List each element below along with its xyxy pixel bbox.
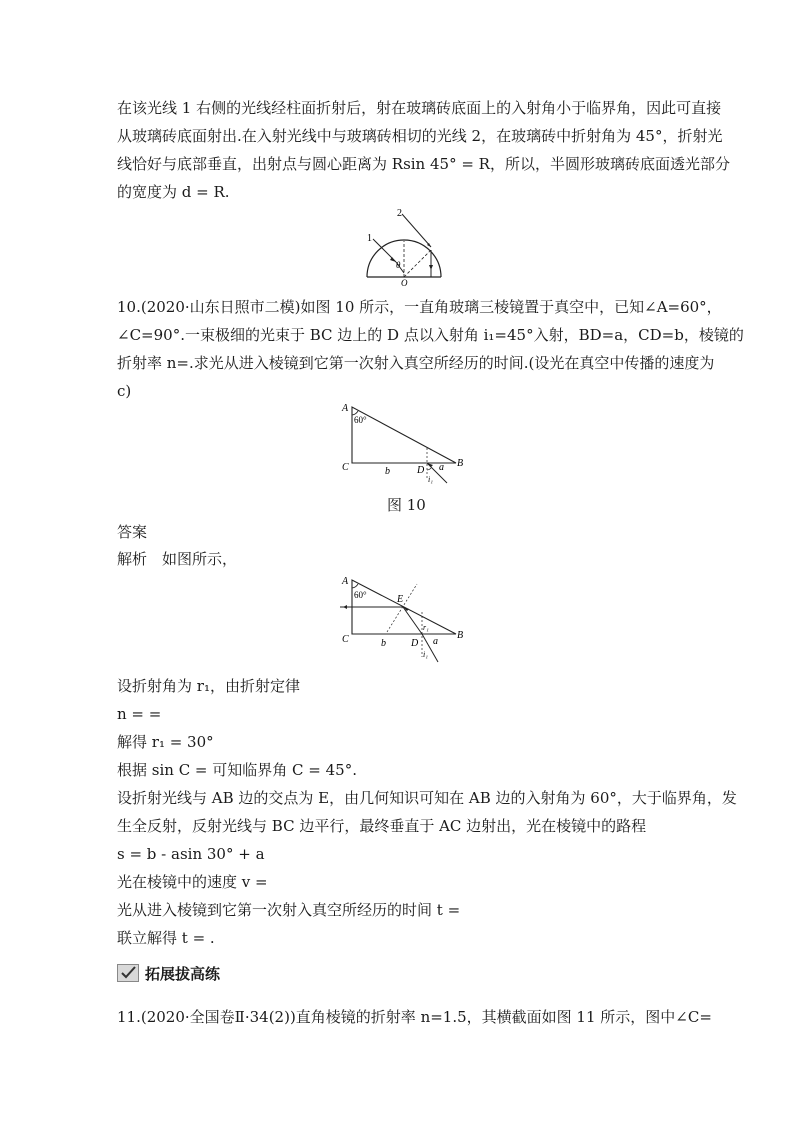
- question-line: ∠C=90°.一束极细的光束于 BC 边上的 D 点以入射角 i₁=45°入射，BD=a，CD=b，棱镜的: [117, 326, 744, 344]
- segment-b-label: b: [385, 466, 390, 477]
- vertex-a-label: A: [342, 403, 349, 414]
- vertex-c-label: C: [342, 634, 349, 645]
- vertex-b-label: B: [457, 630, 464, 641]
- prism-solution-figure: [335, 572, 475, 667]
- angle-60-label: 60°: [354, 415, 367, 425]
- question-line: 折射率 n=.求光从进入棱镜到它第一次射入真空所经历的时间.(设光在真空中传播的速度为: [117, 354, 715, 372]
- checkbox-icon: [117, 964, 139, 982]
- center-label: O: [401, 278, 408, 287]
- angle-60-label: 60°: [354, 590, 367, 600]
- segment-a-label: a: [439, 462, 444, 473]
- vertex-a-label: A: [342, 576, 349, 587]
- solution-line: s = b - asin 30° + a: [117, 845, 265, 863]
- solution-line: 解得 r₁ = 30°: [117, 733, 214, 751]
- ray-2-label: 2: [397, 208, 402, 219]
- vertex-c-label: C: [342, 462, 349, 473]
- solution-line: 根据 sin C = 可知临界角 C = 45°.: [117, 761, 357, 779]
- paragraph-line: 从玻璃砖底面射出.在入射光线中与玻璃砖相切的光线 2，在玻璃砖中折射角为 45°，折射光: [117, 127, 723, 145]
- point-d-label: D: [411, 638, 419, 649]
- solution-line: 设折射角为 r₁，由折射定律: [117, 677, 300, 695]
- semicircle-figure: [350, 205, 460, 287]
- segment-a-label: a: [433, 636, 438, 647]
- incidence-angle-label: i₁: [423, 650, 429, 659]
- segment-b-label: b: [381, 638, 386, 649]
- vertex-b-label: B: [457, 458, 464, 469]
- section-title: 拓展拔高练: [145, 964, 221, 983]
- solution-line: 生全反射，反射光线与 BC 边平行，最终垂直于 AC 边射出，光在棱镜中的路程: [117, 817, 647, 835]
- ray-1-label: 1: [367, 233, 372, 244]
- figure-caption: 图 10: [387, 496, 426, 514]
- question-line: c): [117, 382, 132, 400]
- paragraph-line: 在该光线 1 右侧的光线经柱面折射后，射在玻璃砖底面上的入射角小于临界角，因此可直接: [117, 99, 722, 117]
- solution-line: n = =: [117, 705, 162, 723]
- solution-line: 光从进入棱镜到它第一次射入真空所经历的时间 t =: [117, 901, 461, 919]
- section-heading: [117, 962, 220, 984]
- prism-figure-10: [335, 398, 475, 486]
- solution-line: 联立解得 t = .: [117, 929, 215, 947]
- solution-line: 光在棱镜中的速度 v =: [117, 873, 268, 891]
- paragraph-line: 的宽度为 d = R.: [117, 183, 230, 201]
- analysis-heading: 解析 如图所示，: [117, 550, 238, 568]
- incidence-angle-label: i₁: [428, 475, 434, 484]
- paragraph-line: 线恰好与底部垂直，出射点与圆心距离为 Rsin 45° = R，所以，半圆形玻璃砖底面透光部分: [117, 155, 730, 173]
- point-d-label: D: [417, 465, 425, 476]
- solution-line: 设折射光线与 AB 边的交点为 E，由几何知识可知在 AB 边的入射角为 60°，大于临界角，发: [117, 789, 737, 807]
- theta-label: θ: [396, 260, 401, 270]
- question-line: 10.(2020·山东日照市二模)如图 10 所示，一直角玻璃三棱镜置于真空中，已知∠A=60°，: [117, 298, 722, 316]
- point-e-label: E: [397, 594, 404, 605]
- answer-heading: 答案: [117, 523, 148, 541]
- refraction-angle-label: r₁: [423, 623, 429, 632]
- question-line: 11.(2020·全国卷Ⅱ·34(2))直角棱镜的折射率 n=1.5，其横截面如图 11 所示，图中∠C=: [117, 1008, 712, 1026]
